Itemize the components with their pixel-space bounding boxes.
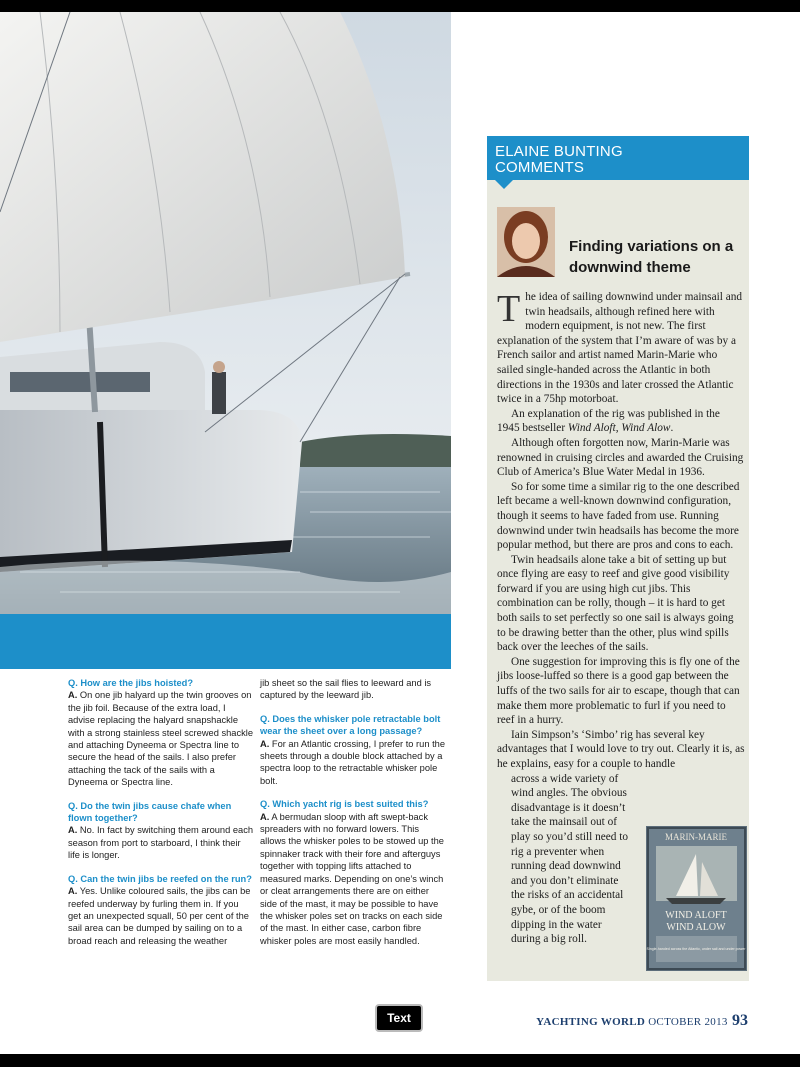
qa-column-1 [68, 677, 253, 958]
answer: For an Atlantic crossing, I prefer to run the sheets through a double block attached by a spectra loop to the retractable whisker pole bolt. [260, 738, 446, 786]
qa-item [68, 677, 253, 789]
paragraph: Although often forgotten now, Marin-Marie was renowned in cruising circles and awarded the Cruising Club of America’s Blue Water Medal in 1936. [497, 436, 744, 479]
question: Q. Can the twin jibs be reefed on the run? [68, 873, 252, 884]
book-title-1: WIND ALOFT [665, 910, 727, 921]
question: Q. Does the whisker pole retractable bolt wear the sheet over a long passage? [260, 713, 441, 737]
qa-item [260, 798, 445, 947]
book-caption: Single-handed across the Atlantic, under sail and under power [646, 947, 746, 951]
question: Q. Which yacht rig is best suited this? [260, 799, 429, 810]
paragraph: One suggestion for improving this is fly one of the jibs loose-luffed so there is a good gap between the luffs of the two sails for air to escape, though that can make them more problematic to furl if you need to reef in a hurry. [497, 655, 740, 727]
comment-panel [487, 136, 749, 981]
page-number: 93 [732, 1012, 748, 1029]
folio [536, 1016, 746, 1028]
panel-headline: Finding variations on a downwind theme [569, 238, 734, 276]
paragraph: Twin headsails alone take a bit of setting up but once flying are easy to reef and give good visibility forward if you are using high cut jibs. This combination can be rolly, though – it is hard to get both sails to set perfectly so one sail is always going to be drawing better than the other, plus wind spills back over the leeches of the sails. [497, 553, 734, 654]
question: Q. How are the jibs hoisted? [68, 678, 194, 688]
paragraph: An explanation of the rig was published in the 1945 bestseller Wind Aloft, Wind Alow. [497, 407, 720, 435]
paragraph: Iain Simpson’s ‘Simbo’ rig has several key advantages that I would love to try out. Clearly it is, as he explains, easy for a couple to handle [497, 728, 745, 770]
qa-item [260, 713, 445, 787]
panel-header [487, 136, 749, 180]
book-cover-image [646, 826, 747, 971]
qa-item [68, 873, 253, 947]
answer-lead: A. [68, 690, 78, 701]
issue-date: OCTOBER 2013 [648, 1016, 728, 1028]
answer: Yes. Unlike coloured sails, the jibs can be reefed underway by furling them in. If you get an unexpected squall, 50 per cent of the sail area can be dumped by sailing on to a broad reach and releasing the weather [68, 886, 251, 946]
book-title-2: WIND ALOW [666, 922, 726, 933]
answer: A bermudan sloop with aft swept-back spreaders with no forward lowers. This allows the whisker poles to be stowed up the spinnaker track with their fore and afterguys together with topping lifts attached to measured marks. Depending on one’s winch or cleat arrangements there are on either side of the mast, it may be possible to have the whisker poles set on tracks on each side of the mast. In either case, carbon fibre whisker poles are most easily handled. [260, 811, 444, 946]
answer-continued: jib sheet so the sail flies to leeward and is captured by the leeward jib. [260, 678, 432, 701]
drop-cap: T [497, 288, 521, 330]
qa-column-2 [260, 677, 445, 958]
panel-kicker: COMMENTS [495, 159, 585, 176]
answer-lead: A. [260, 811, 270, 822]
paragraph: So for some time a similar rig to the one described left became a well-known downwind configuration, though it seems to have faded from use. Running downwind under twin headsails has become the more popular method, but there are pros and cons to each. [497, 480, 740, 552]
question: Q. Do the twin jibs cause chafe when flown together? [68, 800, 232, 824]
qa-item [68, 800, 253, 862]
narrow-text: across a wide variety of wind angles. The obvious disadvantage is it doesn’t take the mainsail out of play so you’d still need to rig a preventer when running dead downwind and you don’t eliminate the risks of an accidental gybe, or of the boom dipping in the water during a big roll. [511, 772, 629, 946]
publication-name: YACHTING WORLD [536, 1016, 646, 1028]
answer-lead: A. [260, 738, 270, 749]
answer: On one jib halyard up the twin grooves on the jib foil. Because of the extra load, I advise replacing the halyard snapshackle with a strong stainless steel screwed shackle and attaching Dyneema or Spectra line to secure the head of the sails. I also prefer attaching the tack of the sails with a Dyneema or Spectra line. [68, 690, 253, 788]
caption-band [0, 614, 451, 669]
yacht-illustration [0, 12, 451, 614]
paragraph: The idea of sailing downwind under mainsail and twin headsails, although refined here with modern equipment, is not new. The first explanation of the system that I’m aware of was by a French sailor and artist named Marin-Marie who sailed single-handed across the Atlantic in both directions in the 1930s and later crossed the Atlantic twice in a 75hp motorboat. [497, 288, 743, 406]
book-title: Wind Aloft, Wind Alow [567, 422, 671, 435]
author-portrait [497, 207, 555, 277]
answer-lead: A. [68, 825, 78, 836]
header-pointer [495, 180, 513, 189]
qa-continuation [260, 677, 445, 702]
answer-lead: A. [68, 886, 78, 897]
magazine-page [0, 12, 800, 1054]
author-name: ELAINE BUNTING [495, 143, 623, 160]
answer: No. In fact by switching them around each season from port to starboard, I think their life is longer. [68, 825, 254, 861]
yacht-photo [0, 12, 451, 614]
book-author: MARIN-MARIE [665, 832, 727, 842]
text-view-button[interactable]: Text [375, 1004, 423, 1032]
